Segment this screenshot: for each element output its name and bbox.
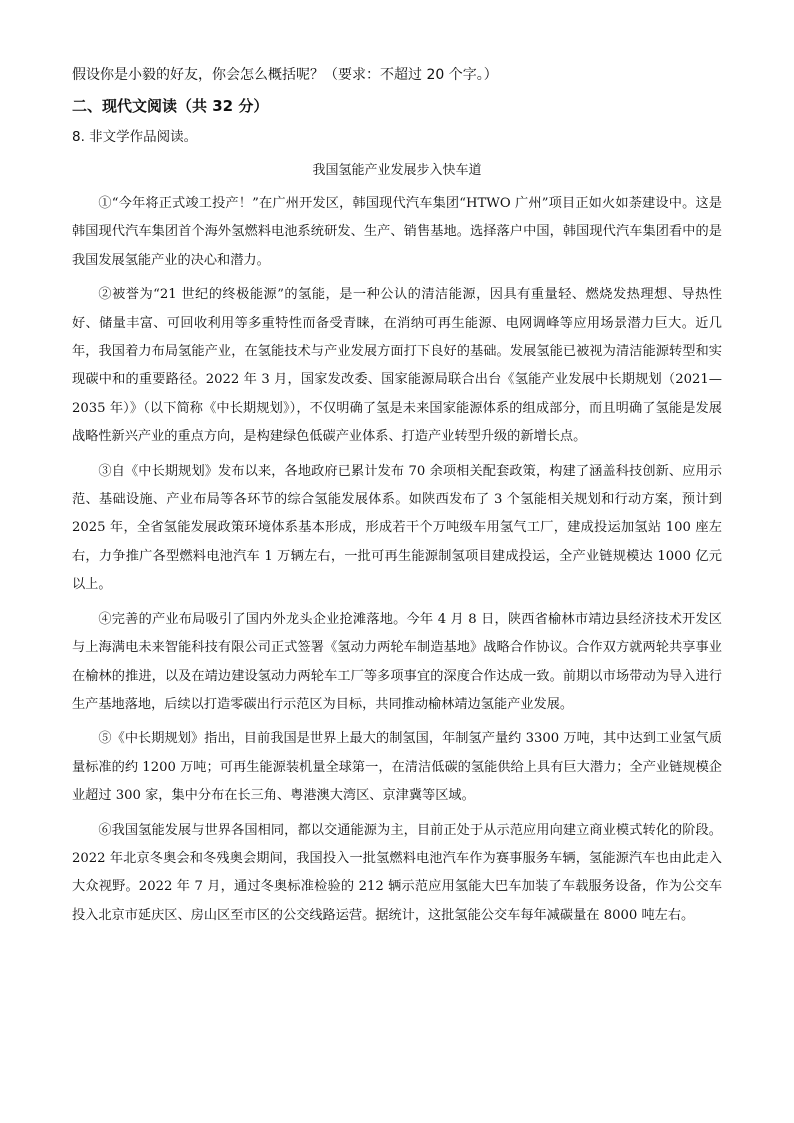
article-paragraph-6: ⑥我国氢能发展与世界各国相同，都以交通能源为主，目前正处于从示范应用向建立商业模式转化的阶段。2022 年北京冬奥会和冬残奥会期间，我国投入一批氢燃料电池汽车作为赛事服务车辆，氢能源汽车也由此走入大众视野。2022 年 7 月，通过冬奥标准检验的 212 辆示范应用氢能大巴车加装了车载服务设备，作为公交车投入北京市延庆区、房山区至市区的公交线路运营。据统计，这批氢能公交车每年减碳量在 8000 吨左右。 xyxy=(72,822,722,923)
article-paragraph-5: ⑤《中长期规划》指出，目前我国是世界上最大的制氢国，年制氢产量约 3300 万吨，其中达到工业氢气质量标准的约 1200 万吨；可再生能源装机量全球第一，在清洁低碳的氢能供给上具有巨大潜力；全产业链规模企业超过 300 家，集中分布在长三角、粤港澳大湾区、京津冀等区域。 xyxy=(72,731,722,804)
article-title: 我国氢能产业发展步入快车道 xyxy=(312,163,482,178)
article-paragraph-1: ①“今年将正式竣工投产！”在广州开发区，韩国现代汽车集团“HTWO 广州”项目正如火如荼建设中。这是韩国现代汽车集团首个海外氢燃料电池系统研发、生产、销售基地。选择落户中国，韩国现代汽车集团看中的是我国发展氢能产业的决心和潜力。 xyxy=(72,196,722,268)
article-paragraph-3: ③自《中长期规划》发布以来，各地政府已累计发布 70 余项相关配套政策，构建了涵盖科技创新、应用示范、基础设施、产业布局等各环节的综合氢能发展体系。如陕西发布了 3 个氢能相关规划和行动方案，预计到 2025 年，全省氢能发展政策环境体系基本形成，形成若干个万吨级车用氢气工厂，建成投运加氢站 100 座左右，力争推广各型燃料电池汽车 1 万辆左右，一批可再生能源制氢项目建成投运，全产业链规模达 1000 亿元以上。 xyxy=(72,463,722,593)
intro-question: 假设你是小毅的好友，你会怎么概括呢？（要求：不超过 20 个字。） xyxy=(72,67,498,83)
article-paragraph-4: ④完善的产业布局吸引了国内外龙头企业抢滩落地。今年 4 月 8 日，陕西省榆林市靖边县经济技术开发区与上海满电未来智能科技有限公司正式签署《氢动力两轮车制造基地》战略合作协议。合作双方就两轮共享事业在榆林的推进，以及在靖边建设氢动力两轮车工厂等多项事宜的深度合作达成一致。前期以市场带动为导入进行生产基地落地，后续以打造零碳出行示范区为目标，共同推动榆林靖边氢能产业发展。 xyxy=(72,611,722,712)
article xyxy=(72,160,722,930)
article-paragraph-2: ②被誉为“21 世纪的终极能源”的氢能，是一种公认的清洁能源，因具有重量轻、燃烧发热理想、导热性好、储量丰富、可回收利用等多重特性而备受青睐，在消纳可再生能源、电网调峰等应用场景潜力巨大。近几年，我国着力布局氢能产业，在氢能技术与产业发展方面打下良好的基础。发展氢能已被视为清洁能源转型和实现碳中和的重要路径。2022 年 3 月，国家发改委、国家能源局联合出台《氢能产业发展中长期规划（2021—2035 年）》（以下简称《中长期规划》），不仅明确了氢是未来国家能源体系的组成部分，而且明确了氢能是发展战略性新兴产业的重点方向，是构建绿色低碳产业体系、打造产业转型升级的新增长点。 xyxy=(72,287,722,445)
question-label: 8. 非文学作品阅读。 xyxy=(72,129,198,145)
section-heading: 二、现代文阅读（共 32 分） xyxy=(72,97,269,115)
